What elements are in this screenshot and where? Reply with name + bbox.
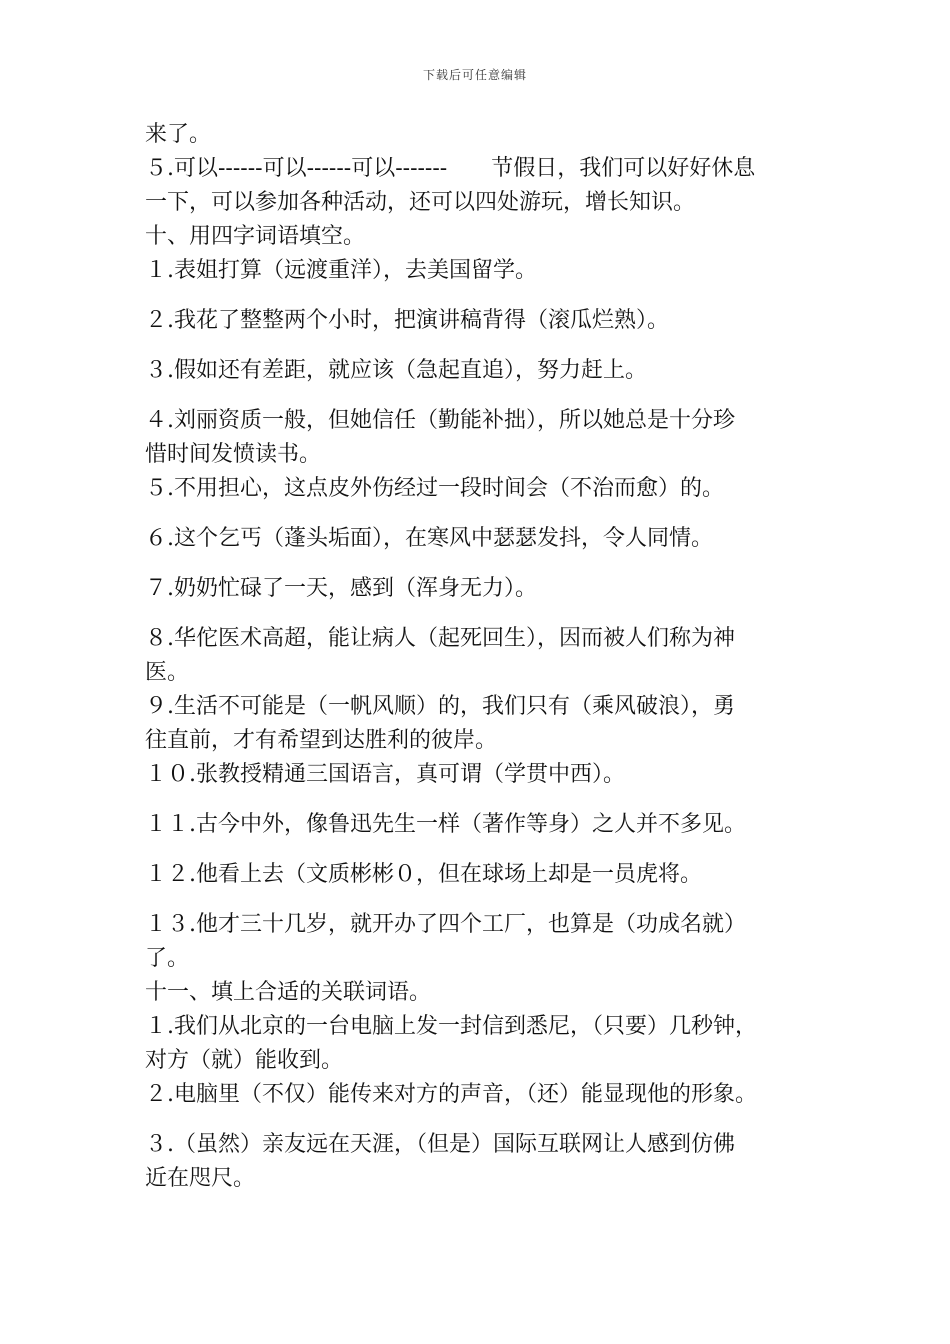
spacer [145,556,825,572]
spacer [145,388,825,404]
spacer [145,792,825,808]
text-line: 了。 [145,946,190,971]
document-body [145,118,825,1196]
text-line: ３.假如还有差距，就应该（急起直追），努力赶上。 [145,358,647,383]
text-line: ６.这个乞丐（蓬头垢面），在寒风中瑟瑟发抖，令人同情。 [145,526,713,551]
text-line: ２.我花了整整两个小时，把演讲稿背得（滚瓜烂熟）。 [145,308,669,333]
text-line: １３.他才三十几岁，就开办了四个工厂，也算是（功成名就） [145,912,746,937]
text-line: ３.（虽然）亲友远在天涯，（但是）国际互联网让人感到仿佛 [145,1132,735,1157]
text-line: ２.电脑里（不仅）能传来对方的声音，（还）能显现他的形象。 [145,1082,757,1107]
text-line: １０.张教授精通三国语言，真可谓（学贯中西）。 [145,762,625,787]
text-line: 惜时间发愤读书。 [145,442,322,467]
text-line: ４.刘丽资质一般，但她信任（勤能补拙），所以她总是十分珍 [145,408,735,433]
section-heading: 十一、填上合适的关联词语。 [145,980,432,1005]
text-line: １２.他看上去（文质彬彬０，但在球场上却是一员虎将。 [145,862,702,887]
text-line: ７.奶奶忙碌了一天，感到（浑身无力）。 [145,576,537,601]
spacer [145,842,825,858]
text-line: 一下，可以参加各种活动，还可以四处游玩，增长知识。 [145,190,696,215]
spacer [145,606,825,622]
text-line: ８.华佗医术高超，能让病人（起死回生），因而被人们称为神 [145,626,735,651]
text-line: 近在咫尺。 [145,1166,256,1191]
text-line: ５.不用担心，这点皮外伤经过一段时间会（不治而愈）的。 [145,476,724,501]
text-line: ５.可以------可以------可以------- 节假日，我们可以好好休息 [145,156,756,181]
section-heading: 十、用四字词语填空。 [145,224,366,249]
spacer [145,892,825,908]
spacer [145,506,825,522]
spacer [145,288,825,304]
text-line: １.我们从北京的一台电脑上发一封信到悉尼，（只要）几秒钟， [145,1014,757,1039]
spacer [145,1112,825,1128]
spacer [145,338,825,354]
text-line: １.表姐打算（远渡重洋），去美国留学。 [145,258,537,283]
text-line: １１.古今中外，像鲁迅先生一样（著作等身）之人并不多见。 [145,812,746,837]
text-line: 来了。 [145,122,212,147]
text-line: 往直前，才有希望到达胜利的彼岸。 [145,728,498,753]
text-line: ９.生活不可能是（一帆风顺）的，我们只有（乘风破浪），勇 [145,694,735,719]
text-line: 医。 [145,660,190,685]
text-line: 对方（就）能收到。 [145,1048,344,1073]
page-header: 下载后可任意编辑 [422,68,527,82]
